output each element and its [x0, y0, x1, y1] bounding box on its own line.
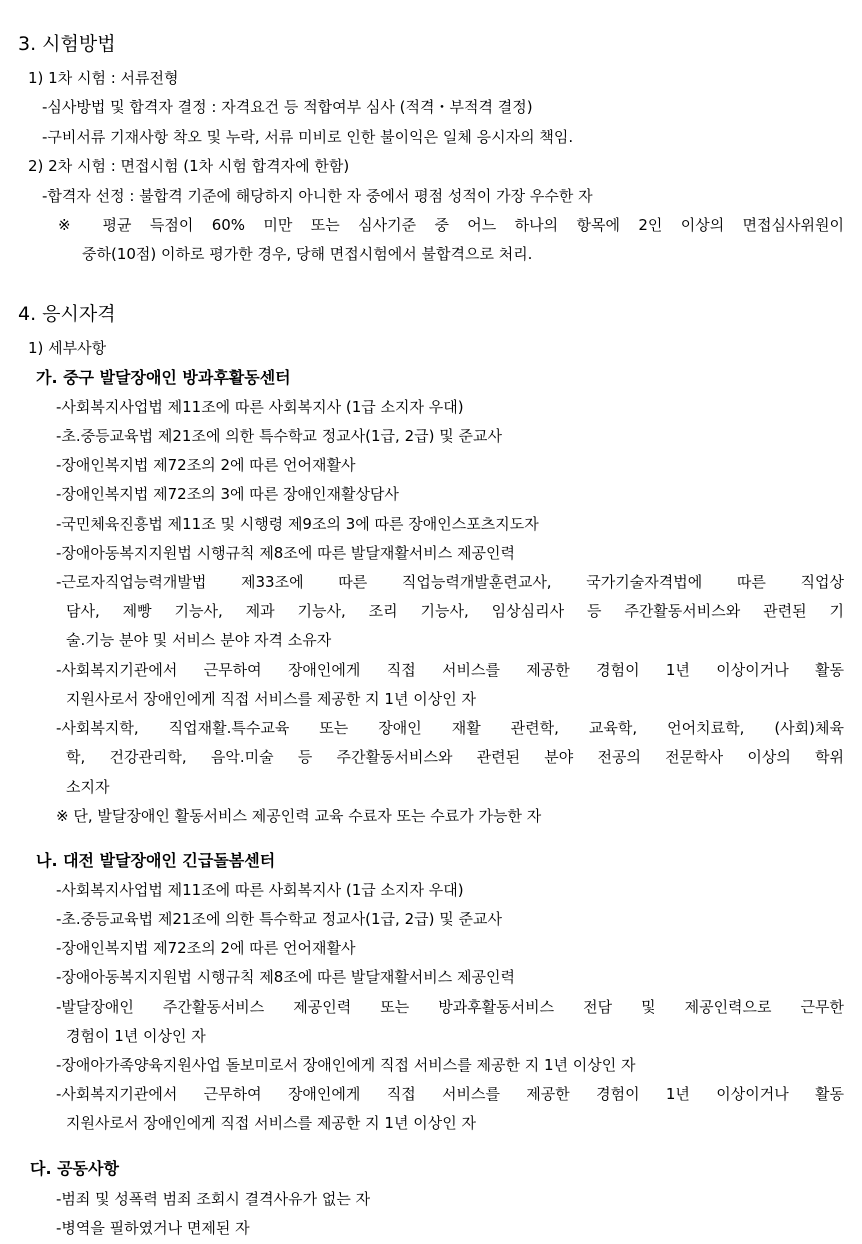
section-3-item-1-bullet: -구비서류 기재사항 착오 및 누락, 서류 미비로 인한 불이익은 일체 응시자의 책임.: [42, 128, 574, 146]
group-a-line: -국민체육진흥법 제11조 및 시행령 제9조의 3에 따른 장애인스포츠지도자: [56, 515, 539, 533]
section-3-title: 3. 시험방법: [18, 33, 116, 55]
group-b-line: -발달장애인 주간활동서비스 제공인력 또는 방과후활동서비스 전담 및 제공인력으로 근무한: [56, 998, 844, 1016]
group-a-line: -장애인복지법 제72조의 2에 따른 언어재활사: [56, 456, 356, 474]
group-c-line: -병역을 필하였거나 면제된 자: [56, 1219, 250, 1237]
group-a-line: -장애아동복지지원법 시행규칙 제8조에 따른 발달재활서비스 제공인력: [56, 544, 516, 562]
group-b-line: -장애아가족양육지원사업 돌보미로서 장애인에게 직접 서비스를 제공한 지 1년 이상인 자: [56, 1056, 636, 1074]
group-a-line: -초.중등교육법 제21조에 의한 특수학교 정교사(1급, 2급) 및 준교사: [56, 427, 502, 445]
group-a-line: -사회복지기관에서 근무하여 장애인에게 직접 서비스를 제공한 경험이 1년 이상이거나 활동: [56, 661, 844, 679]
group-b-line: -장애인복지법 제72조의 2에 따른 언어재활사: [56, 939, 356, 957]
section-3-note-line-2: 중하(10점) 이하로 평가한 경우, 당해 면접시험에서 불합격으로 처리.: [82, 245, 533, 263]
group-a-line: -사회복지사업법 제11조에 따른 사회복지사 (1급 소지자 우대): [56, 398, 464, 416]
group-b-line: 지원사로서 장애인에게 직접 서비스를 제공한 지 1년 이상인 자: [66, 1114, 476, 1132]
group-c-title: 다. 공동사항: [30, 1159, 119, 1178]
group-b-line: -사회복지기관에서 근무하여 장애인에게 직접 서비스를 제공한 경험이 1년 이상이거나 활동: [56, 1085, 844, 1103]
group-a-line: 술.기능 분야 및 서비스 분야 자격 소유자: [66, 631, 332, 649]
group-a-title: 가. 중구 발달장애인 방과후활동센터: [36, 368, 291, 387]
section-3-item-2-heading: 2) 2차 시험 : 면접시험 (1차 시험 합격자에 한함): [28, 157, 350, 175]
section-4-title: 4. 응시자격: [18, 303, 116, 325]
group-a-line: 소지자: [66, 778, 110, 796]
group-a-note: ※ 단, 발달장애인 활동서비스 제공인력 교육 수료자 또는 수료가 가능한 자: [56, 807, 542, 825]
group-b-line: -사회복지사업법 제11조에 따른 사회복지사 (1급 소지자 우대): [56, 881, 464, 899]
group-b-line: -초.중등교육법 제21조에 의한 특수학교 정교사(1급, 2급) 및 준교사: [56, 910, 502, 928]
group-a-line: 담사, 제빵 기능사, 제과 기능사, 조리 기능사, 임상심리사 등 주간활동서비스와 관련된 기: [66, 602, 844, 620]
section-3-item-2-bullet: -합격자 선정 : 불합격 기준에 해당하지 아니한 자 중에서 평점 성적이 가장 우수한 자: [42, 187, 593, 205]
group-a-line: -장애인복지법 제72조의 3에 따른 장애인재활상담사: [56, 485, 399, 503]
group-b-line: 경험이 1년 이상인 자: [66, 1027, 206, 1045]
group-a-line: -근로자직업능력개발법 제33조에 따른 직업능력개발훈련교사, 국가기술자격법에 따른 직업상: [56, 573, 844, 591]
section-3-note-line-1: ※ 평균 득점이 60% 미만 또는 심사기준 중 어느 하나의 항목에 2인 이상의 면접심사위원이: [58, 216, 844, 234]
section-3-item-1-heading: 1) 1차 시험 : 서류전형: [28, 69, 179, 87]
group-b-line: -장애아동복지지원법 시행규칙 제8조에 따른 발달재활서비스 제공인력: [56, 968, 516, 986]
section-4-sub-heading: 1) 세부사항: [28, 339, 107, 357]
group-c-line: -범죄 및 성폭력 범죄 조회시 결격사유가 없는 자: [56, 1190, 371, 1208]
section-3-item-1-bullet: -심사방법 및 합격자 결정 : 자격요건 등 적합여부 심사 (적격・부적격 결정): [42, 98, 533, 116]
group-a-line: 학, 건강관리학, 음악.미술 등 주간활동서비스와 관련된 분야 전공의 전문학사 이상의 학위: [66, 748, 844, 766]
group-b-title: 나. 대전 발달장애인 긴급돌봄센터: [36, 851, 276, 870]
group-a-line: 지원사로서 장애인에게 직접 서비스를 제공한 지 1년 이상인 자: [66, 690, 476, 708]
group-a-line: -사회복지학, 직업재활.특수교육 또는 장애인 재활 관련학, 교육학, 언어치료학, (사회)체육: [56, 719, 844, 737]
